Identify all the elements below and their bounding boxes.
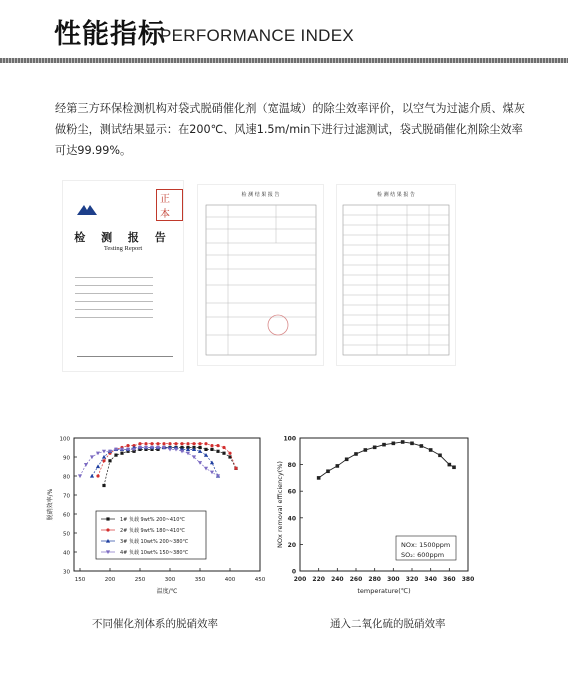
data-point: [373, 446, 377, 450]
y-tick-label: 100: [59, 436, 70, 443]
data-point: [326, 469, 330, 473]
data-point: [382, 443, 386, 447]
series-1: [317, 440, 456, 480]
legend-label: 2# 负载 9wt% 180~410℃: [120, 528, 186, 534]
header: [0, 0, 568, 64]
data-point: [198, 446, 201, 449]
report-cover-title-en: Testing Report: [103, 245, 143, 252]
x-axis-label: temperature(℃): [357, 587, 411, 595]
data-point: [210, 471, 214, 475]
y-tick-label: 60: [287, 488, 296, 496]
x-tick-label: 300: [164, 577, 176, 583]
original-stamp: 正本: [156, 189, 183, 221]
report-page-2: [197, 184, 324, 366]
report-page-3-table: [337, 185, 455, 365]
left-chart-caption: 不同催化剂体系的脱硝效率: [92, 618, 218, 630]
data-point: [198, 442, 201, 445]
data-point: [210, 448, 213, 451]
annotation-text: SO₂: 600ppm: [401, 551, 445, 559]
data-point: [96, 474, 99, 477]
data-point: [198, 461, 202, 465]
data-point: [174, 442, 177, 445]
so2-denox-efficiency-chart: [278, 426, 478, 606]
y-tick-label: 60: [63, 512, 70, 519]
x-tick-label: 150: [74, 577, 86, 583]
data-point: [204, 453, 208, 457]
y-tick-label: 90: [63, 455, 70, 462]
y-tick-label: 50: [63, 531, 70, 538]
y-tick-label: 80: [63, 474, 70, 481]
data-point: [317, 476, 321, 480]
x-tick-label: 250: [134, 577, 146, 583]
data-point: [228, 455, 231, 458]
data-point: [222, 446, 225, 449]
data-point: [228, 452, 231, 455]
data-point: [102, 459, 105, 462]
annotation-text: NOx: 1500ppm: [401, 541, 451, 549]
x-tick-label: 200: [104, 577, 116, 583]
data-point: [78, 474, 82, 478]
x-tick-label: 280: [368, 576, 381, 583]
data-point: [162, 442, 165, 445]
y-axis-label: NOx removal efficiency(%): [276, 461, 284, 548]
cover-line: [75, 277, 153, 278]
data-point: [108, 459, 111, 462]
x-tick-label: 450: [254, 577, 266, 583]
series-line: [80, 448, 218, 477]
data-point: [429, 448, 433, 452]
x-tick-label: 400: [224, 577, 236, 583]
data-point: [401, 440, 405, 444]
data-point: [84, 463, 88, 467]
data-point: [150, 442, 153, 445]
data-point: [354, 452, 358, 456]
agency-logo-icon: [75, 203, 101, 219]
data-point: [156, 442, 159, 445]
report-images: [0, 170, 568, 390]
y-tick-label: 40: [287, 515, 296, 523]
cover-footer-line: [77, 356, 173, 357]
data-point: [448, 463, 452, 467]
legend-label: 4# 负载 10wt% 150~380℃: [120, 550, 189, 556]
report-cover-title: 检 测 报 告: [74, 231, 172, 244]
x-tick-label: 240: [331, 576, 344, 583]
data-point: [210, 444, 213, 447]
y-tick-label: 100: [283, 435, 296, 443]
page-subtitle: PERFORMANCE INDEX: [160, 26, 355, 45]
x-tick-label: 260: [349, 576, 363, 583]
data-point: [192, 442, 195, 445]
chart-legend: [96, 511, 206, 559]
data-point: [96, 452, 100, 456]
series-1: [102, 446, 237, 487]
data-point: [102, 484, 105, 487]
x-tick-label: 350: [194, 577, 206, 583]
data-point: [204, 448, 207, 451]
data-point: [144, 442, 147, 445]
data-point: [106, 528, 109, 531]
denox-efficiency-chart: [40, 426, 270, 606]
y-axis-label: 脱硝效率/%: [47, 488, 54, 521]
x-axis-label: 温度/℃: [156, 588, 178, 595]
x-tick-label: 360: [443, 576, 456, 583]
cover-line: [75, 293, 153, 294]
series-line: [319, 442, 454, 478]
report-cover: [62, 180, 184, 372]
data-point: [168, 442, 171, 445]
data-point: [106, 517, 109, 520]
report-page-3: [336, 184, 456, 366]
intro-paragraph: 经第三方环保检测机构对袋式脱硝催化剂（宽温域）的除尘效率评价，以空气为过滤介质、煤灰做粉尘，测试结果显示：在200℃、风速1.5m/min下进行过滤测试，袋式脱硝催化剂除尘效率可达99.99%。: [55, 102, 525, 157]
cover-line: [75, 301, 153, 302]
data-point: [392, 442, 396, 446]
y-tick-label: 20: [287, 541, 296, 549]
data-point: [216, 450, 219, 453]
data-point: [186, 442, 189, 445]
y-tick-label: 0: [291, 568, 296, 576]
data-point: [410, 442, 414, 446]
series-line: [104, 448, 236, 486]
right-chart-caption: 通入二氧化硫的脱硝效率: [330, 618, 446, 630]
data-point: [345, 457, 349, 461]
data-point: [420, 444, 424, 448]
data-point: [180, 442, 183, 445]
x-tick-label: 300: [387, 576, 400, 583]
x-tick-label: 340: [424, 576, 437, 583]
data-point: [96, 464, 100, 468]
data-point: [234, 467, 237, 470]
data-point: [452, 465, 456, 469]
data-point: [120, 452, 123, 455]
data-point: [90, 455, 94, 459]
y-tick-label: 70: [63, 493, 70, 500]
data-point: [114, 454, 117, 457]
data-point: [102, 450, 106, 454]
data-point: [222, 452, 225, 455]
legend-label: 3# 负载 10wt% 200~380℃: [120, 539, 189, 545]
data-point: [364, 448, 368, 452]
chart-annotation: [396, 536, 456, 560]
cover-line: [75, 317, 153, 318]
x-tick-label: 320: [405, 576, 419, 583]
data-point: [336, 464, 340, 468]
y-tick-label: 40: [63, 550, 70, 557]
data-point: [186, 452, 190, 456]
data-point: [138, 442, 141, 445]
report-page-2-title: 检 测 结 果 报 告: [241, 192, 280, 198]
header-rule: [0, 58, 568, 63]
y-tick-label: 80: [287, 462, 296, 470]
page-title: 性能指标: [54, 19, 166, 50]
cover-line: [75, 285, 153, 286]
x-tick-label: 380: [461, 576, 475, 583]
data-point: [168, 448, 172, 452]
legend-label: 1# 负载 9wt% 200~410℃: [120, 517, 186, 523]
x-tick-label: 220: [312, 576, 325, 583]
data-point: [216, 444, 219, 447]
report-page-2-table: [198, 185, 323, 365]
report-page-3-title: 检 测 结 果 报 告: [377, 192, 415, 198]
data-point: [204, 467, 208, 471]
data-point: [438, 453, 442, 457]
data-point: [204, 442, 207, 445]
data-point: [126, 444, 129, 447]
y-tick-label: 30: [63, 569, 70, 576]
x-tick-label: 200: [293, 576, 307, 583]
cover-line: [75, 309, 153, 310]
data-point: [90, 474, 94, 478]
